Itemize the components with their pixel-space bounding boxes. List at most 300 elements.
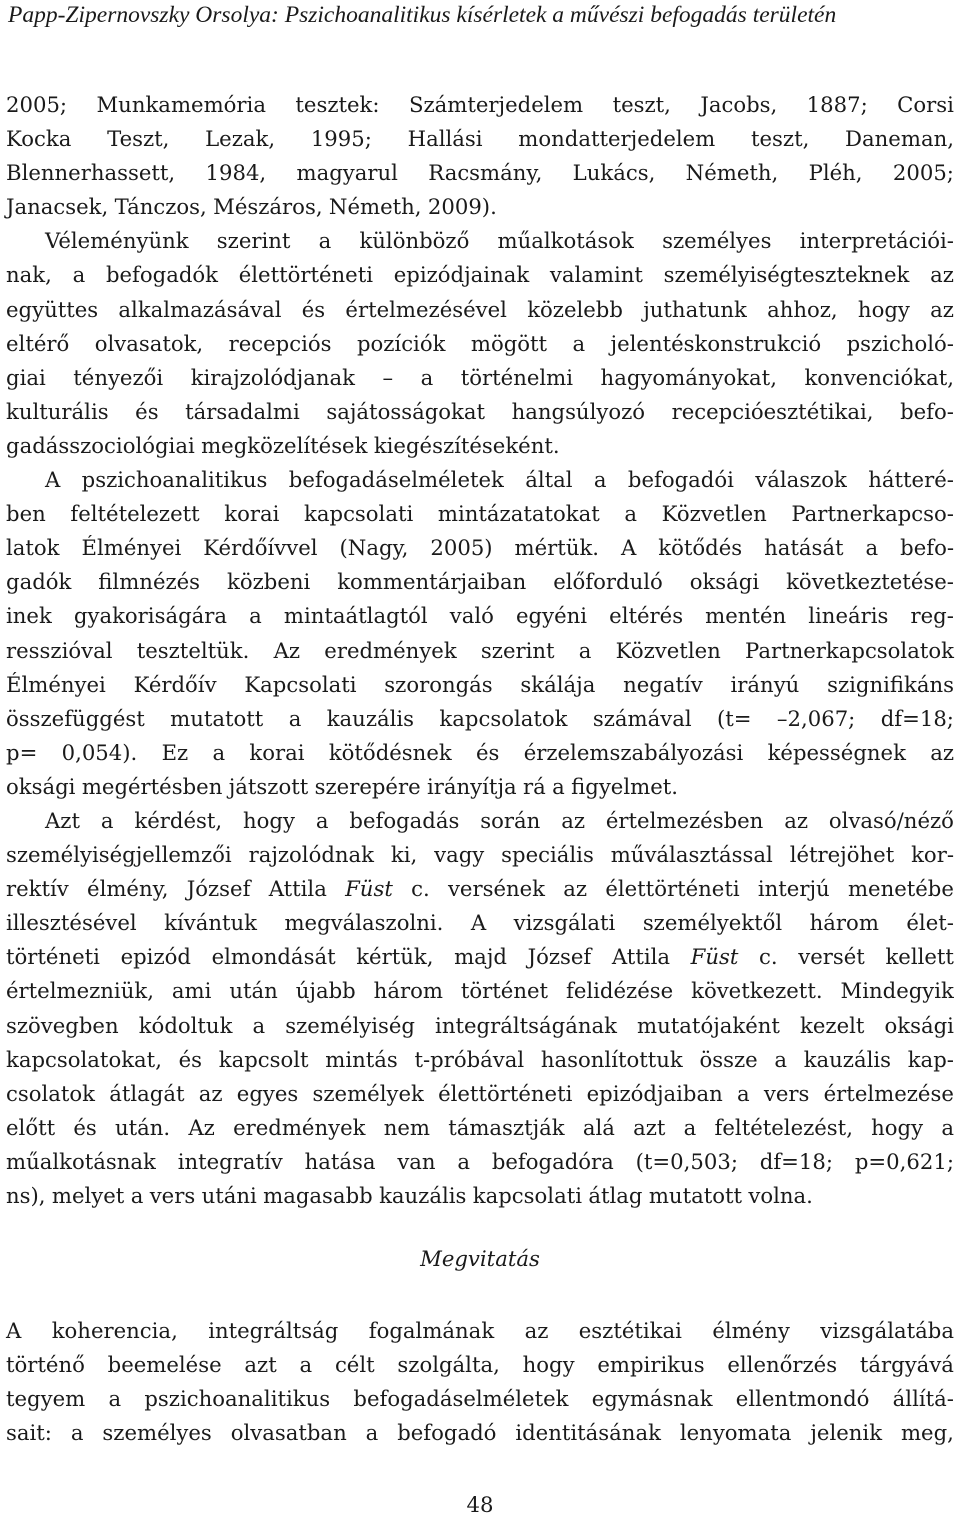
section-heading: Megvitatás	[420, 1246, 540, 1272]
word: feltételezett	[70, 501, 200, 527]
text-line	[6, 1077, 954, 1111]
word: Lezak,	[205, 126, 276, 152]
text-line	[6, 804, 954, 838]
word: Blennerhassett,	[6, 160, 176, 186]
word: utáni	[201, 1183, 257, 1208]
word: volna.	[748, 1183, 813, 1208]
word: hátteré-	[868, 467, 954, 493]
word: a	[572, 330, 586, 356]
word: kötődésnek	[328, 739, 452, 765]
word: szorongás	[384, 671, 493, 697]
text-line	[6, 565, 954, 599]
word: 2009).	[427, 194, 497, 220]
text-line	[6, 1179, 954, 1213]
word: a	[288, 705, 302, 731]
word: pszichoanalitikus	[144, 1386, 331, 1412]
word: kötődés	[658, 535, 743, 561]
word: oksági	[6, 773, 76, 799]
word: műválasztással	[610, 842, 773, 868]
word: megértésben	[81, 773, 223, 799]
word: a	[299, 1352, 313, 1378]
word: az	[930, 739, 954, 765]
word: a	[578, 637, 592, 663]
word: Attila	[611, 944, 671, 970]
word: átlagát	[109, 1080, 185, 1106]
word: együttes	[6, 296, 99, 322]
paragraph-2	[6, 224, 954, 463]
word: és	[178, 1046, 203, 1072]
word: József	[186, 876, 251, 902]
word: mögött	[470, 330, 548, 356]
paragraph-1	[6, 88, 954, 224]
word: pszichoanalitikus	[81, 467, 268, 493]
text-line	[6, 668, 954, 702]
word: a	[457, 1148, 471, 1174]
word: kauzális	[379, 1183, 467, 1208]
word: befogadáselméletek	[353, 1386, 569, 1412]
word: A	[470, 910, 487, 936]
word: válaszok	[755, 467, 847, 493]
word: József	[527, 944, 592, 970]
word: 0,054).	[61, 739, 138, 765]
word: majd	[454, 944, 507, 970]
word: előtt	[6, 1114, 56, 1140]
word: személyek	[312, 1080, 424, 1106]
text-line	[6, 838, 954, 872]
word: a	[365, 1420, 379, 1446]
word: pszicholó-	[846, 330, 954, 356]
word: olvasatban	[230, 1420, 347, 1446]
word: sajátosságokat	[326, 398, 486, 424]
word: A	[45, 467, 61, 493]
word: p=0,621;	[854, 1148, 954, 1174]
word: személyiség	[285, 1012, 415, 1038]
running-header: Papp-Zipernovszky Orsolya: Pszichoanalitikus kísérletek a művészi befogadás területén	[8, 2, 837, 28]
word: rá	[523, 773, 546, 799]
text-line	[6, 1348, 954, 1382]
word: Élményei	[6, 671, 106, 697]
word: történelmi	[460, 364, 574, 390]
word: Ez	[161, 739, 189, 765]
word: skálája	[520, 671, 596, 697]
word: célt	[334, 1352, 375, 1378]
word: integráltság	[208, 1318, 339, 1344]
word: mintázatatokat	[437, 501, 600, 527]
word: c.	[759, 944, 778, 970]
word: df=18;	[759, 1148, 834, 1174]
word: ns),	[6, 1183, 46, 1208]
word: közelebb	[527, 296, 623, 322]
word: irányítja	[427, 773, 517, 799]
word: az	[930, 296, 954, 322]
word: oksági	[689, 569, 760, 595]
word: kellett	[885, 944, 954, 970]
word: élettörténeti	[238, 262, 374, 288]
word: Tánczos,	[114, 194, 207, 220]
word: hogy	[243, 807, 295, 833]
paragraph-4	[6, 804, 954, 1213]
word: Janacsek,	[6, 194, 109, 220]
word: játszott	[228, 773, 309, 799]
word: menetébe	[847, 876, 954, 902]
word: Hallási	[407, 126, 483, 152]
word: az	[561, 807, 585, 833]
word: lenyomata	[679, 1420, 792, 1446]
word: –	[382, 364, 394, 390]
word: A	[621, 535, 637, 561]
word: értelmezése	[823, 1080, 954, 1106]
word: inek	[6, 603, 52, 629]
word: filmnézés	[98, 569, 201, 595]
word: személyiségteszteknek	[663, 262, 910, 288]
text-line	[6, 770, 954, 804]
word: befogadói	[627, 467, 734, 493]
word: esztétikai	[578, 1318, 682, 1344]
word: juthatunk	[643, 296, 747, 322]
word: kódoltuk	[138, 1012, 233, 1038]
word: Pléh,	[808, 160, 863, 186]
word: magasabb	[263, 1183, 373, 1208]
word: korai	[249, 739, 305, 765]
word: megválaszolni.	[284, 910, 444, 936]
word: és	[135, 398, 159, 424]
word: 1887;	[806, 92, 868, 117]
word: latok	[6, 535, 60, 561]
word: kapcsolatokat,	[6, 1046, 162, 1072]
word: eltérő	[6, 330, 70, 356]
word: van	[397, 1148, 436, 1174]
word: mutatott	[648, 1183, 743, 1208]
word: képességnek	[767, 739, 906, 765]
word: a	[108, 1386, 122, 1412]
word: történő	[6, 1352, 85, 1378]
word: szerint	[216, 228, 291, 254]
word: eredmények	[324, 637, 457, 663]
word: támasztják	[448, 1114, 565, 1140]
word: olvasatok,	[94, 330, 204, 356]
word: kirajzolódjanak	[190, 364, 355, 390]
word: befogadáselméletek	[288, 467, 504, 493]
word: személyektől	[642, 910, 783, 936]
word: figyelmet.	[571, 773, 678, 799]
text-line	[6, 361, 954, 395]
word: befo-	[900, 535, 954, 561]
word: Füst	[345, 876, 393, 902]
word: a	[100, 807, 114, 833]
word: korai	[224, 501, 280, 527]
word: tárgyává	[859, 1352, 954, 1378]
word: kezelt	[800, 1012, 865, 1038]
word: Németh,	[685, 160, 779, 186]
word: meg,	[900, 1420, 954, 1446]
word: számával	[592, 705, 692, 731]
word: kapcsolt	[218, 1046, 309, 1072]
word: integratív	[177, 1148, 283, 1174]
word: rektív	[6, 876, 69, 902]
word: Az	[188, 1114, 215, 1140]
word: Kérdőívvel	[203, 535, 318, 561]
word: személyes	[102, 1420, 212, 1446]
word: Mészáros,	[213, 194, 323, 220]
word: kauzális	[326, 705, 415, 731]
word: élmény	[712, 1318, 790, 1344]
word: egyes	[236, 1080, 299, 1106]
word: előforduló	[553, 569, 663, 595]
text-line	[6, 634, 954, 668]
word: Corsi	[897, 92, 954, 117]
word: hogy	[857, 296, 910, 322]
word: az	[524, 1318, 549, 1344]
word: alá	[582, 1114, 615, 1140]
word: és	[301, 296, 326, 322]
word: (t=	[717, 705, 752, 731]
word: tényezői	[73, 364, 164, 390]
word: Mindegyik	[840, 978, 954, 1004]
text-line	[6, 497, 954, 531]
word: megközelítések	[201, 432, 368, 458]
word: interpretációi-	[799, 228, 954, 254]
word: kapcsolatok	[439, 705, 568, 731]
word: beemelése	[107, 1352, 222, 1378]
word: rajzolódnak	[248, 842, 375, 868]
word: értelmezésével	[345, 296, 507, 322]
word: Kérdőív	[133, 671, 217, 697]
word: Az	[273, 637, 301, 663]
word: értelmezésben	[605, 807, 764, 833]
word: egyéni	[516, 603, 588, 629]
word: mutatójaként	[637, 1012, 780, 1038]
article-body	[6, 88, 954, 1451]
word: eltérés	[609, 603, 684, 629]
word: mutatott	[170, 705, 264, 731]
word: személyiségjellemzői	[6, 842, 232, 868]
word: ki,	[390, 842, 418, 868]
word: nak,	[6, 262, 52, 288]
word: Azt	[45, 807, 80, 833]
word: interjú	[757, 876, 830, 902]
word: a	[72, 262, 86, 288]
page-number: 48	[466, 1492, 494, 1517]
word: a	[130, 1183, 144, 1208]
word: hatását	[764, 535, 844, 561]
word: –2,067;	[776, 705, 856, 731]
section-spacer	[6, 1213, 954, 1239]
word: gyakoriságára	[73, 603, 228, 629]
text-line	[6, 395, 954, 429]
word: hogy	[522, 1352, 575, 1378]
word: 2005;	[6, 92, 68, 117]
word: közbeni	[227, 569, 311, 595]
word: 1995;	[310, 126, 372, 152]
word: Partnerkapcsolatok	[745, 637, 954, 663]
word: eredmények	[233, 1114, 366, 1140]
word: irányú	[730, 671, 800, 697]
word: befogadóra	[491, 1148, 614, 1174]
word: szerint	[480, 637, 555, 663]
text-line	[6, 190, 954, 224]
word: teszt,	[612, 92, 671, 117]
word: tegyem	[6, 1386, 86, 1412]
word: Lukács,	[572, 160, 656, 186]
word: empirikus	[597, 1352, 705, 1378]
word: kapcsolati	[472, 1183, 582, 1208]
text-line	[6, 1416, 954, 1450]
word: jelentéskonstrukció	[610, 330, 822, 356]
word: egymásnak	[591, 1386, 713, 1412]
word: (t=0,503;	[635, 1148, 738, 1174]
text-line	[6, 1145, 954, 1179]
word: befogadás	[349, 807, 460, 833]
text-line	[6, 88, 954, 122]
word: ben	[6, 501, 46, 527]
word: vizsgálati	[513, 910, 616, 936]
word: újabb	[295, 978, 356, 1004]
word: speciális	[501, 842, 594, 868]
word: során	[480, 807, 541, 833]
word: állítá-	[892, 1386, 954, 1412]
word: átlag	[588, 1183, 643, 1208]
word: érzelemszabályozási	[523, 739, 744, 765]
word: kor-	[911, 842, 954, 868]
word: műalkotásnak	[6, 1148, 156, 1174]
text-line	[6, 1009, 954, 1043]
word: társadalmi	[185, 398, 300, 424]
word: való	[449, 603, 494, 629]
word: a	[318, 228, 332, 254]
word: szerepére	[314, 773, 421, 799]
word: létrejöhet	[789, 842, 895, 868]
word: a	[249, 603, 262, 629]
word: a	[593, 467, 607, 493]
word: Élményei	[81, 535, 182, 561]
word: Attila	[268, 876, 327, 902]
word: sait:	[6, 1420, 52, 1446]
word: következett.	[691, 978, 823, 1004]
word: kommentárjaiban	[337, 569, 527, 595]
word: kérdést,	[134, 807, 223, 833]
word: mentén	[705, 603, 787, 629]
word: p=	[6, 739, 38, 765]
word: hatása	[304, 1148, 376, 1174]
word: és	[73, 1114, 97, 1140]
word: df=18;	[880, 705, 954, 731]
word: 2005)	[430, 535, 493, 561]
word: után.	[114, 1114, 171, 1140]
word: versét	[798, 944, 865, 970]
word: A	[6, 1318, 22, 1344]
text-line	[6, 974, 954, 1008]
text-line	[6, 224, 954, 258]
word: a	[737, 1080, 750, 1106]
word: koherencia,	[51, 1318, 178, 1344]
text-line	[6, 258, 954, 292]
word: a	[70, 1420, 84, 1446]
word: vizsgálatába	[820, 1318, 954, 1344]
word: befo-	[900, 398, 954, 424]
word: (Nagy,	[339, 535, 409, 561]
word: recepciós	[228, 330, 332, 356]
text-line	[6, 1043, 954, 1077]
word: Németh,	[328, 194, 422, 220]
word: és	[475, 739, 500, 765]
word: illesztésével	[6, 910, 137, 936]
word: által	[525, 467, 573, 493]
word: az	[563, 876, 588, 902]
word: szövegben	[6, 1012, 119, 1038]
word: elmondását	[211, 944, 336, 970]
word: Kapcsolati	[244, 671, 357, 697]
text-line	[6, 872, 954, 906]
word: Füst	[690, 944, 739, 970]
word: élmény,	[87, 876, 169, 902]
word: Munkamemória	[96, 92, 266, 117]
word: a	[624, 501, 637, 527]
text-line	[6, 1382, 954, 1416]
word: valamint	[549, 262, 643, 288]
word: fogalmának	[368, 1318, 495, 1344]
text-line	[6, 906, 954, 940]
word: c.	[411, 876, 430, 902]
word: hagyományokat,	[600, 364, 777, 390]
word: kértük,	[356, 944, 434, 970]
word: hogy	[871, 1114, 924, 1140]
word: értelmezniük,	[6, 978, 154, 1004]
word: ellentmondó	[735, 1386, 870, 1412]
word: élet-	[906, 910, 954, 936]
word: a	[552, 773, 565, 799]
word: hangsúlyozó	[511, 398, 646, 424]
word: azt	[633, 1114, 666, 1140]
word: kap-	[907, 1046, 954, 1072]
word: különböző	[359, 228, 470, 254]
text-line	[6, 122, 954, 156]
word: reg-	[910, 603, 954, 629]
text-line	[6, 429, 954, 463]
word: gadásszociológiai	[6, 432, 195, 458]
word: Véleményünk	[45, 228, 189, 254]
word: feltételezést,	[714, 1114, 853, 1140]
word: negatív	[623, 671, 703, 697]
word: pozíciók	[356, 330, 446, 356]
word: élettörténeti	[605, 876, 740, 902]
word: hasonlítottuk	[540, 1046, 683, 1072]
word: Számterjedelem	[408, 92, 584, 117]
word: recepcióesztétikai,	[671, 398, 874, 424]
word: mintás	[325, 1046, 398, 1072]
word: kiegészítéseként.	[373, 432, 560, 458]
word: jelenik	[810, 1420, 883, 1446]
word: resszióval	[6, 637, 113, 663]
word: vers	[763, 1080, 810, 1106]
word: a	[774, 1046, 787, 1072]
text-line	[6, 702, 954, 736]
word: három	[373, 978, 443, 1004]
text-line	[6, 736, 954, 770]
word: magyarul	[296, 160, 398, 186]
word: azt	[244, 1352, 277, 1378]
word: a	[252, 1012, 266, 1038]
word: csolatok	[6, 1080, 96, 1106]
word: kulturális	[6, 398, 109, 424]
word: lineáris	[808, 603, 889, 629]
word: epizódjaiban	[586, 1080, 723, 1106]
word: szignifikáns	[827, 671, 954, 697]
paragraph-5	[6, 1314, 954, 1450]
word: Közvetlen	[615, 637, 721, 663]
word: élettörténeti	[438, 1080, 573, 1106]
word: befogadók	[105, 262, 218, 288]
word: identitásának	[515, 1420, 661, 1446]
